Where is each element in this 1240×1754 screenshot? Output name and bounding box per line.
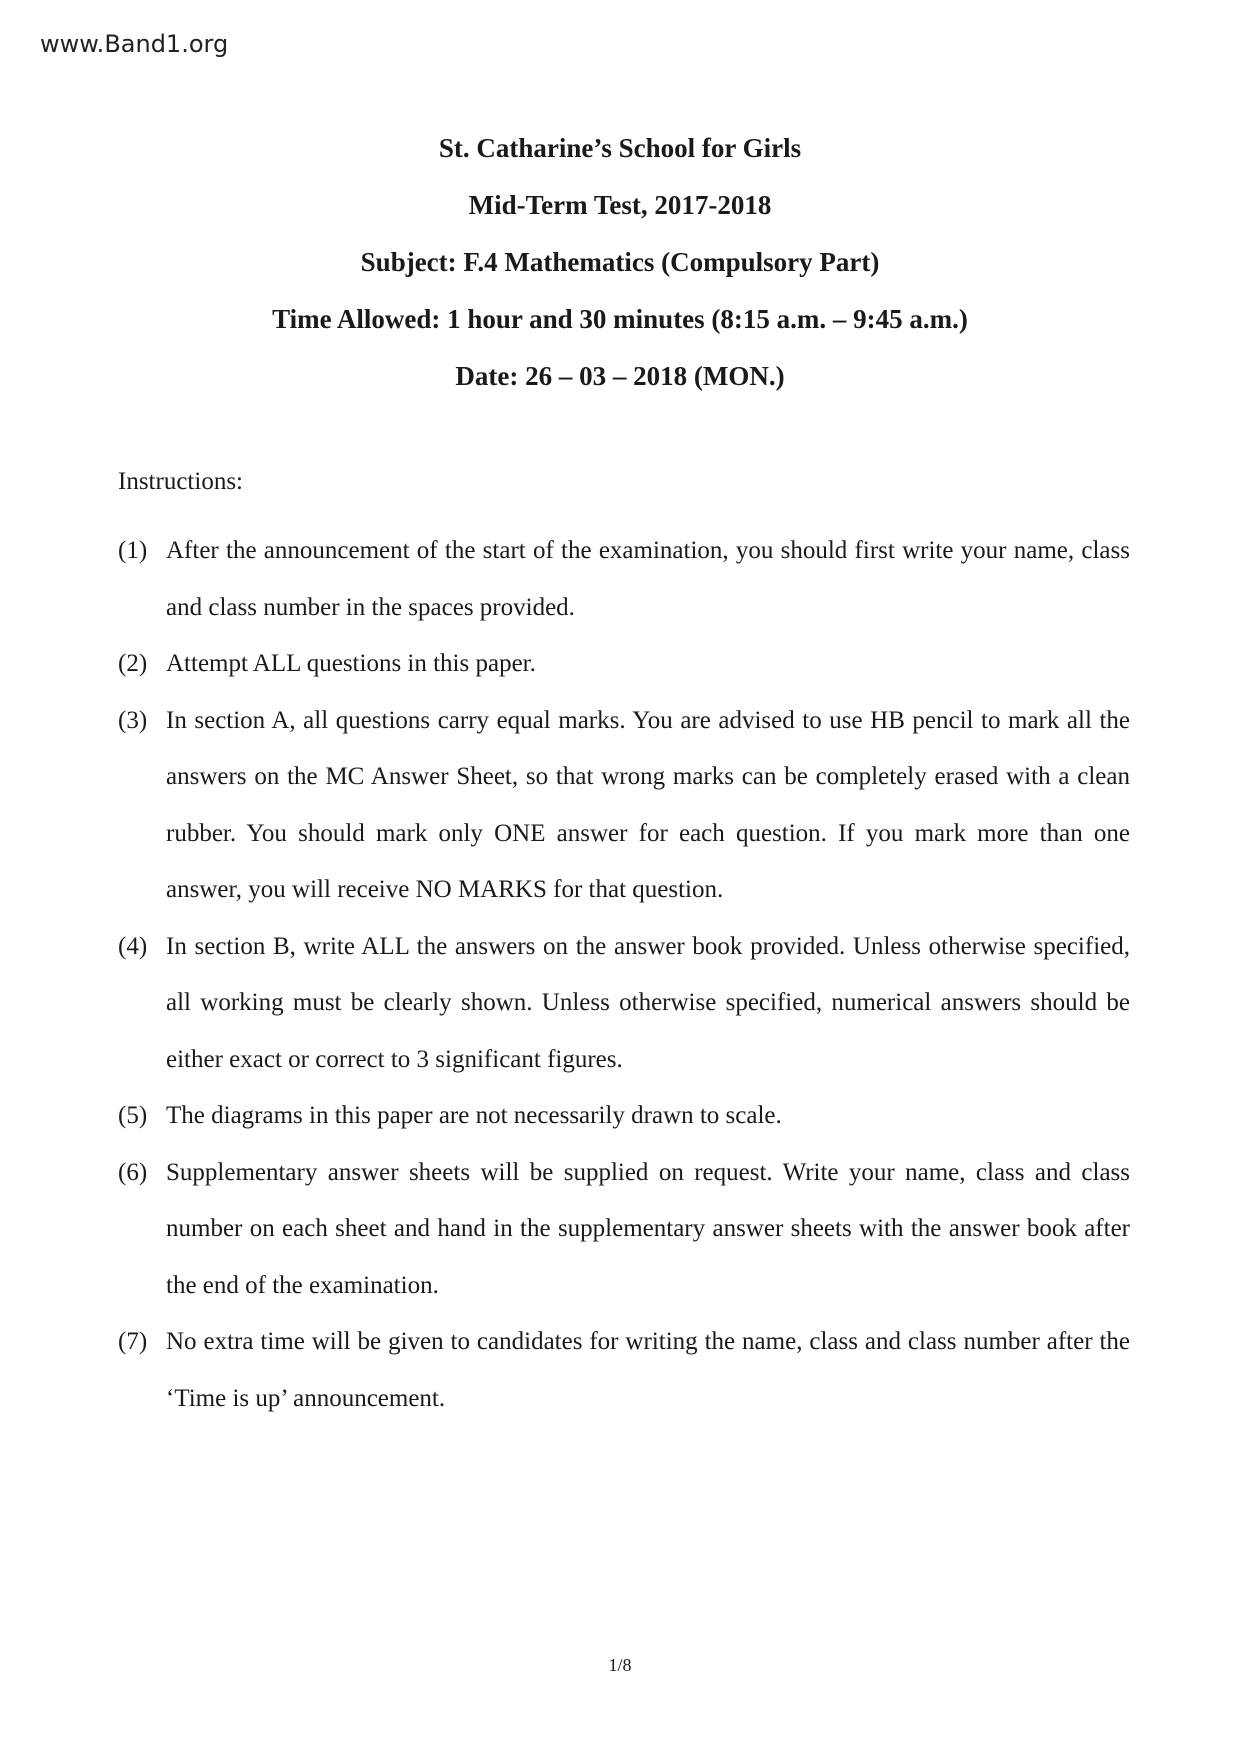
instruction-text: After the announcement of the start of the examination, you should first write your name, class and class number in the spaces provided. bbox=[166, 537, 1130, 621]
exam-header bbox=[0, 128, 1240, 413]
instruction-text: Supplementary answer sheets will be supplied on request. Write your name, class and class number on each sheet and hand in the supplementary answer sheets with the answer book after the end of the examination. bbox=[166, 1158, 1130, 1299]
instructions-heading: Instructions: bbox=[118, 468, 243, 495]
time-allowed-line: Time Allowed: 1 hour and 30 minutes (8:15 a.m. – 9:45 a.m.) bbox=[272, 304, 968, 334]
instruction-number: (2) bbox=[118, 650, 148, 677]
instruction-number: (7) bbox=[118, 1328, 148, 1355]
instruction-number: (1) bbox=[118, 537, 148, 564]
website-watermark: www.Band1.org bbox=[40, 30, 229, 58]
date-line: Date: 26 – 03 – 2018 (MON.) bbox=[455, 361, 785, 391]
instruction-text: The diagrams in this paper are not necessarily drawn to scale. bbox=[166, 1102, 782, 1129]
subject-line: Subject: F.4 Mathematics (Compulsory Part) bbox=[360, 247, 880, 277]
page-number: 1/8 bbox=[608, 1655, 632, 1675]
instruction-text: In section A, all questions carry equal marks. You are advised to use HB pencil to mark all the answers on the MC Answer Sheet, so that wrong marks can be completely erased with a clean rubber. You should mark only ONE answer for each question. If you mark more than one answer, you will receive NO MARKS for that question. bbox=[166, 706, 1130, 903]
instruction-item bbox=[118, 693, 1130, 919]
instruction-text: Attempt ALL questions in this paper. bbox=[166, 650, 536, 677]
instruction-item bbox=[118, 1314, 1130, 1427]
instruction-number: (5) bbox=[118, 1102, 148, 1129]
instruction-item bbox=[118, 523, 1130, 636]
instruction-item bbox=[118, 1145, 1130, 1315]
instruction-item bbox=[118, 1088, 1130, 1145]
instruction-text: In section B, write ALL the answers on the answer book provided. Unless otherwise specified, all working must be clearly shown. Unless otherwise specified, numerical answers should be either exact or correct to 3 significant figures. bbox=[166, 932, 1130, 1073]
instruction-number: (3) bbox=[118, 706, 148, 734]
school-name: St. Catharine’s School for Girls bbox=[438, 133, 802, 163]
instruction-number: (4) bbox=[118, 932, 148, 960]
instructions-list bbox=[118, 523, 1130, 1427]
test-title: Mid-Term Test, 2017-2018 bbox=[468, 190, 772, 220]
instruction-number: (6) bbox=[118, 1158, 148, 1186]
instruction-item bbox=[118, 919, 1130, 1089]
instruction-text: No extra time will be given to candidates for writing the name, class and class number after the ‘Time is up’ announcement. bbox=[166, 1328, 1130, 1412]
instruction-item bbox=[118, 636, 1130, 693]
